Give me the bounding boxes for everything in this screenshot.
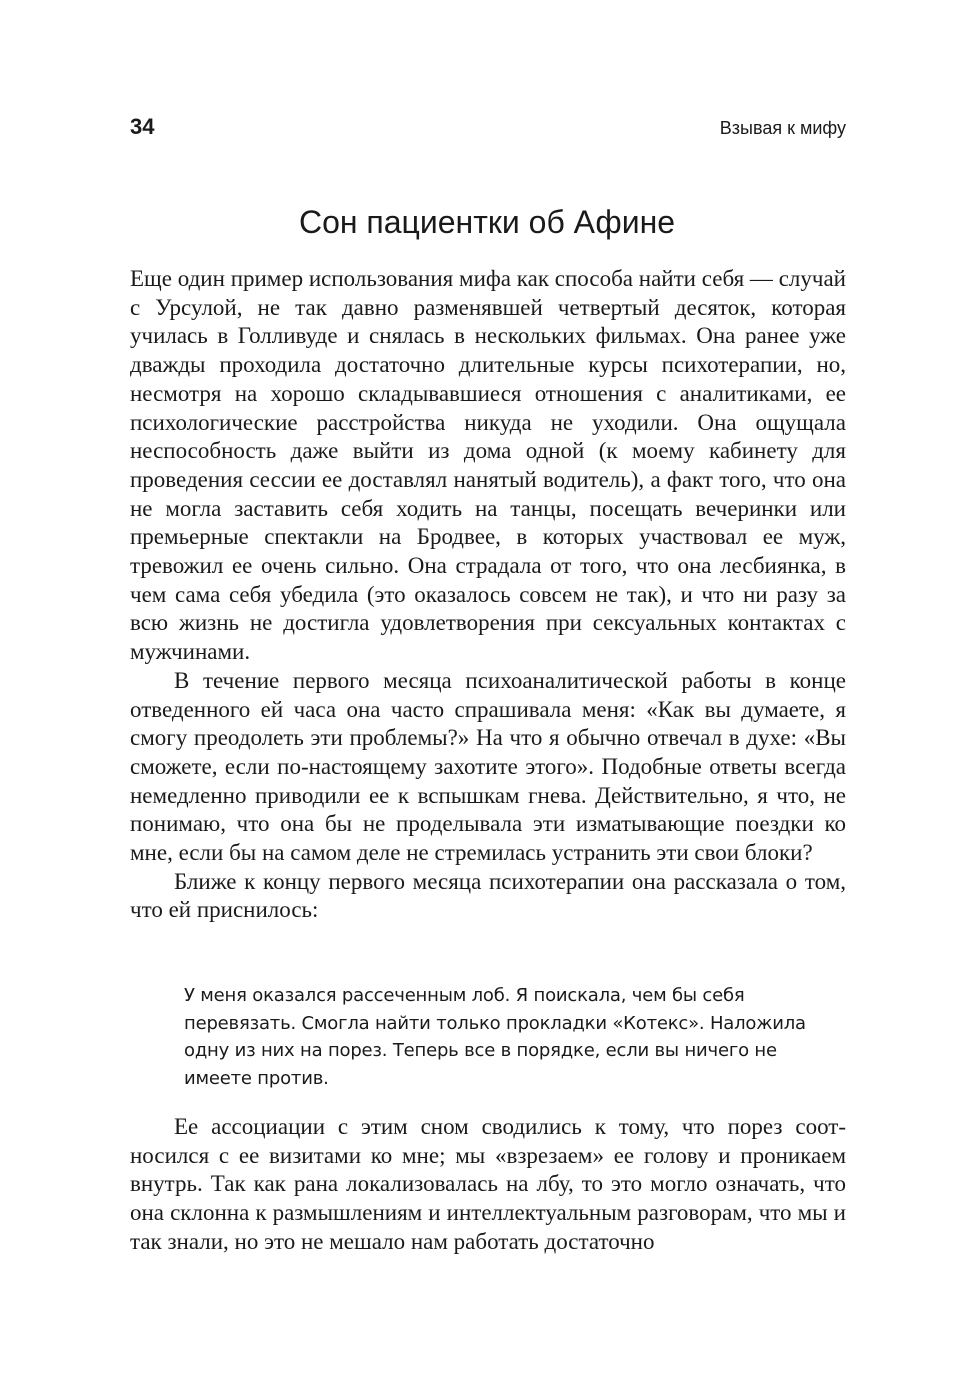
chapter-title: Сон пациентки об Афине [298, 204, 676, 240]
running-head [130, 112, 846, 144]
running-head-title: Взывая к мифу [719, 118, 846, 138]
paragraph: Еще один пример использования мифа как способа найти себя — случай с Урсулой, не так давно разменявшей четвертый десяток, которая училась в Голливуде и снялась в нескольких фильмах. Она ранее уже дважды проходила достаточно длительные курсы психотерапии, но, несмотря на хорошо складывавшиеся отношения с аналитиками, ее психологические расстройства никуда не уходили. Она ощущала неспособность даже выйти из дома одной (к моему кабинету для проведения сессии ее доставлял нанятый водитель), а факт того, что она не могла заставить себя ходить на танцы, посещать вечеринки или премьерные спектакли на Бродвее, в которых участвовал ее муж, тревожил ее очень сильно. Она страдала от того, что она лесбиянка, в чем сама себя убедила (это оказалось совсем не так), и что ни разу за всю жизнь не достигла удовлетворения при сексуальных контактах с мужчинами. [130, 266, 846, 665]
dream-quote: У меня оказался рассеченным лоб. Я поискала, чем бы себя перевязать. Смогла найти только прокладки «Котекс». Наложила одну из них на порез. Теперь все в порядке, если вы ничего не имеете против. [184, 985, 806, 1089]
paragraph: В течение первого месяца психоаналитической работы в конце отведенного ей часа она часто спрашивала меня: «Как вы думаете, я смогу преодолеть эти проблемы?» На что я обычно отвечал в духе: «Вы сможете, если по-настоящему захотите этого». Подобные ответы всегда немедленно приводили ее к вспышкам гнева. Действительно, я что, не понимаю, что она бы не проделывала эти изматывающие поездки ко мне, если бы на самом деле не стремилась устранить эти свои блоки? [130, 667, 846, 866]
body-text-block [130, 265, 846, 925]
paragraph: Ее ассоциации с этим сном сводились к тому, что порез соотносился с ее визитами ко мне; мы «взрезаем» ее голову и проникаем внутрь. Так как рана локализовалась на лбу, то это могло означать, что она склонна к размышлениям и интеллектуальным разговорам, что мы и так знали, но это не мешало нам работать достаточно [130, 1114, 846, 1254]
body-text-block-continued [130, 1113, 846, 1257]
page-number: 34 [130, 114, 155, 139]
paragraph: Ближе к концу первого месяца психотерапии она рассказала о том, что ей приснилось: [130, 868, 846, 923]
